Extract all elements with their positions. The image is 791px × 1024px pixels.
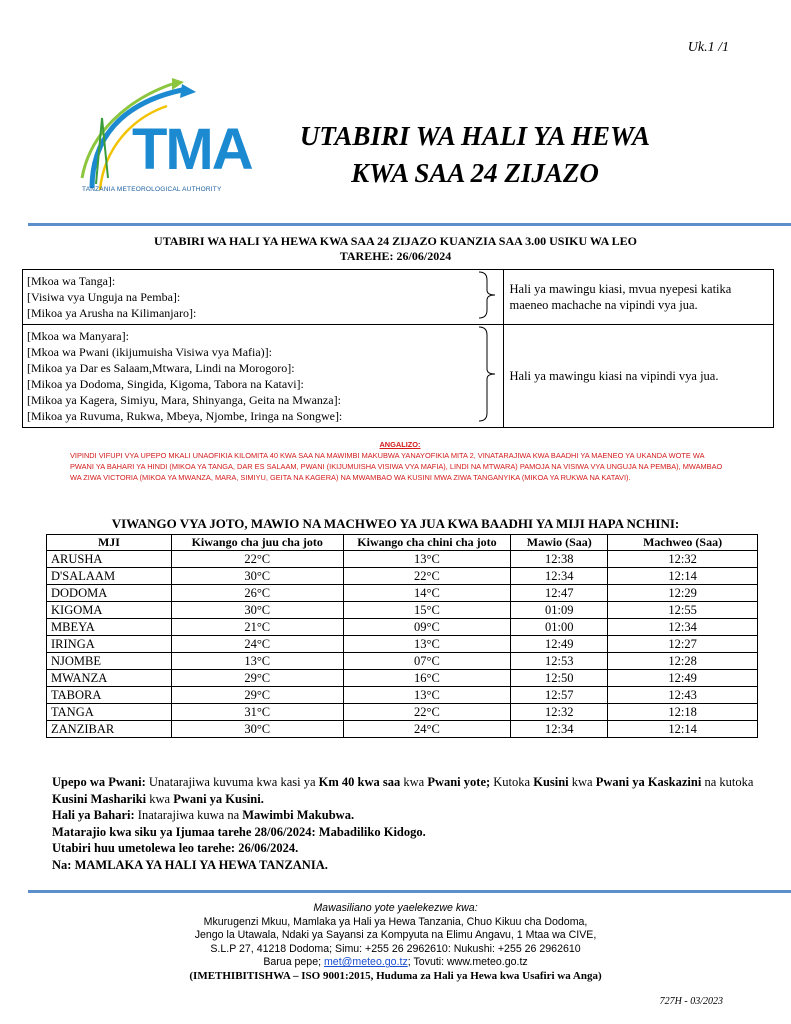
sunrise-cell: 12:53 xyxy=(511,653,608,670)
sunset-cell: 12:18 xyxy=(608,704,758,721)
sunset-cell: 12:34 xyxy=(608,619,758,636)
max-temp-cell: 24°C xyxy=(171,636,343,653)
sunset-cell: 12:28 xyxy=(608,653,758,670)
min-temp-cell: 09°C xyxy=(343,619,511,636)
sunrise-cell: 12:57 xyxy=(511,687,608,704)
max-temp-cell: 30°C xyxy=(171,721,343,738)
regional-forecast-table xyxy=(22,269,774,428)
sunset-cell: 12:49 xyxy=(608,670,758,687)
sunrise-cell: 12:47 xyxy=(511,585,608,602)
sunrise-cell: 12:38 xyxy=(511,551,608,568)
city-cell: ARUSHA xyxy=(47,551,172,568)
warning-text: VIPINDI VIFUPI VYA UPEPO MKALI UNAOFIKIA KILOMITA 40 KWA SAA NA MAWIMBI MAKUBWA YANAYOFIKIA MITA 2, VINATARAJIWA KWA BAADHI YA MAENEO YA UKANDA WOTE WA PWANI YA BAHARI YA HINDI (MIKOA YA TANGA, DAR ES SALAAM, PWANI (IKIJUMUISHA VISIWA VYA MAFIA), LINDI NA MTWARA) PAMOJA NA VISIWA VYA UNGUJA NA PEMBA), MWAMBAO WA ZIWA VICTORIA (MIKOA YA MWANZA, MARA, SIMIYU, GEITA NA KAGERA) NA MWAMBAO WA KUSINI MWA ZIWA TANGANYIKA (MIKOA YA RUKWA NA KATAVI). xyxy=(70,451,723,482)
city-cell: DODOMA xyxy=(47,585,172,602)
min-temp-cell: 14°C xyxy=(343,585,511,602)
region-list: [Mkoa wa Manyara]: [Mkoa wa Pwani (ikijumuisha Visiwa vya Mafia)]: [Mikoa ya Dar es Salaam,Mtwara, Lindi na Morogoro]: [Mikoa ya Dodoma, Singida, Kigoma, Tabora na Katavi]: [Mikoa ya Kagera, Simiyu, Mara, Shinyanga, Geita na Mwanza]: [Mikoa ya Ruvuma, Rukwa, Mbeya, Njombe, Iringa na Songwe]: xyxy=(23,325,473,428)
page-reference: Uk.1 /1 xyxy=(687,40,729,55)
min-temp-cell: 07°C xyxy=(343,653,511,670)
max-temp-cell: 29°C xyxy=(171,670,343,687)
city-cell: MWANZA xyxy=(47,670,172,687)
table-header-row xyxy=(47,535,758,551)
table-row xyxy=(47,653,758,670)
document-code: 727H - 03/2023 xyxy=(659,996,723,1007)
sunrise-cell: 12:49 xyxy=(511,636,608,653)
min-temp-cell: 22°C xyxy=(343,568,511,585)
table-row xyxy=(47,721,758,738)
issued-date: Utabiri huu umetolewa leo tarehe: 26/06/2024. xyxy=(52,841,299,855)
footer-address-line: S.L.P 27, 41218 Dodoma; Simu: +255 26 2962610: Nukushi: +255 26 2962610 xyxy=(210,942,581,955)
column-header: Mawio (Saa) xyxy=(511,535,608,551)
city-cell: NJOMBE xyxy=(47,653,172,670)
brace-icon xyxy=(473,270,504,325)
region-row xyxy=(23,325,774,428)
sunset-cell: 12:29 xyxy=(608,585,758,602)
temperature-table xyxy=(46,534,758,738)
max-temp-cell: 31°C xyxy=(171,704,343,721)
min-temp-cell: 22°C xyxy=(343,704,511,721)
top-divider xyxy=(28,223,791,226)
max-temp-cell: 13°C xyxy=(171,653,343,670)
table-row xyxy=(47,704,758,721)
sunrise-cell: 01:09 xyxy=(511,602,608,619)
footer-intro: Mawasiliano yote yaelekezwe kwa: xyxy=(313,902,478,914)
page-title: UTABIRI WA HALI YA HEWA KWA SAA 24 ZIJAZO xyxy=(299,121,651,188)
max-temp-cell: 26°C xyxy=(171,585,343,602)
city-cell: KIGOMA xyxy=(47,602,172,619)
city-cell: IRINGA xyxy=(47,636,172,653)
region-forecast: Hali ya mawingu kiasi, mvua nyepesi katika maeneo machache na vipindi vya jua. xyxy=(503,270,774,325)
warning-notice xyxy=(70,439,730,483)
column-header: Kiwango cha chini cha joto xyxy=(343,535,511,551)
email-link[interactable]: met@meteo.go.tz xyxy=(323,956,408,969)
region-forecast: Hali ya mawingu kiasi na vipindi vya jua. xyxy=(503,325,774,428)
certification-note: (IMETHIBITISHWA – ISO 9001:2015, Huduma za Hali ya Hewa kwa Usafiri wa Anga) xyxy=(189,969,602,982)
city-cell: ZANZIBAR xyxy=(47,721,172,738)
contact-footer xyxy=(0,902,791,984)
max-temp-cell: 22°C xyxy=(171,551,343,568)
sunrise-cell: 01:00 xyxy=(511,619,608,636)
region-list: [Mkoa wa Tanga]: [Visiwa vya Unguja na Pemba]: [Mikoa ya Arusha na Kilimanjaro]: xyxy=(23,270,473,325)
min-temp-cell: 15°C xyxy=(343,602,511,619)
column-header: MJI xyxy=(47,535,172,551)
table-row xyxy=(47,619,758,636)
sunset-cell: 12:14 xyxy=(608,568,758,585)
brace-icon xyxy=(473,325,504,428)
min-temp-cell: 13°C xyxy=(343,551,511,568)
min-temp-cell: 13°C xyxy=(343,687,511,704)
sunset-cell: 12:32 xyxy=(608,551,758,568)
table-row xyxy=(47,585,758,602)
max-temp-cell: 30°C xyxy=(171,568,343,585)
column-header: Machweo (Saa) xyxy=(608,535,758,551)
table-row xyxy=(47,602,758,619)
column-header: Kiwango cha juu cha joto xyxy=(171,535,343,551)
tma-logo xyxy=(72,78,252,203)
city-cell: D'SALAAM xyxy=(47,568,172,585)
sunset-cell: 12:14 xyxy=(608,721,758,738)
max-temp-cell: 30°C xyxy=(171,602,343,619)
city-cell: TANGA xyxy=(47,704,172,721)
max-temp-cell: 21°C xyxy=(171,619,343,636)
sunrise-cell: 12:34 xyxy=(511,568,608,585)
min-temp-cell: 16°C xyxy=(343,670,511,687)
footer-address-line: Mkurugenzi Mkuu, Mamlaka ya Hali ya Hewa Tanzania, Chuo Kikuu cha Dodoma, xyxy=(203,915,588,928)
footer-contact-line: Barua pepe; met@meteo.go.tz; Tovuti: www.meteo.go.tz xyxy=(263,956,528,969)
city-cell: TABORA xyxy=(47,687,172,704)
region-row xyxy=(23,270,774,325)
forecast-subtitle: UTABIRI WA HALI YA HEWA KWA SAA 24 ZIJAZO KUANZIA SAA 3.00 USIKU WA LEO TAREHE: 26/06/2024 xyxy=(154,234,637,263)
sea-state-note: Hali ya Bahari: Inatarajiwa kuwa na Mawimbi Makubwa. xyxy=(52,808,355,822)
min-temp-cell: 13°C xyxy=(343,636,511,653)
city-cell: MBEYA xyxy=(47,619,172,636)
table-row xyxy=(47,636,758,653)
outlook-note: Matarajio kwa siku ya Ijumaa tarehe 28/06/2024: Mabadiliko Kidogo. xyxy=(52,824,426,839)
sunset-cell: 12:55 xyxy=(608,602,758,619)
footer-address-line: Jengo la Utawala, Ndaki ya Sayansi za Kompyuta na Elimu Angavu, 1 Mtaa wa CIVE, xyxy=(194,929,597,942)
min-temp-cell: 24°C xyxy=(343,721,511,738)
sunset-cell: 12:27 xyxy=(608,636,758,653)
table-row xyxy=(47,670,758,687)
logo-wordmark: TMA xyxy=(132,117,252,182)
table-row xyxy=(47,551,758,568)
sunrise-cell: 12:50 xyxy=(511,670,608,687)
coastal-wind-note: Upepo wa Pwani: Unatarajiwa kuvuma kwa kasi ya Km 40 kwa saa kwa Pwani yote; Kutoka Kusini kwa Pwani ya Kaskazini na kutoka Kusini Mashariki kwa Pwani ya Kusini. xyxy=(52,775,754,806)
forecast-notes xyxy=(52,774,772,873)
sunrise-cell: 12:32 xyxy=(511,704,608,721)
logo-subtext: TANZANIA METEOROLOGICAL AUTHORITY xyxy=(82,186,222,193)
issuer: Na: MAMLAKA YA HALI YA HEWA TANZANIA. xyxy=(52,857,328,872)
temperature-section-title: VIWANGO VYA JOTO, MAWIO NA MACHWEO YA JUA KWA BAADHI YA MIJI HAPA NCHINI: xyxy=(111,516,680,531)
sunset-cell: 12:43 xyxy=(608,687,758,704)
bottom-divider xyxy=(28,890,791,893)
table-row xyxy=(47,568,758,585)
max-temp-cell: 29°C xyxy=(171,687,343,704)
sunrise-cell: 12:34 xyxy=(511,721,608,738)
warning-title: ANGALIZO: xyxy=(379,440,421,449)
table-row xyxy=(47,687,758,704)
